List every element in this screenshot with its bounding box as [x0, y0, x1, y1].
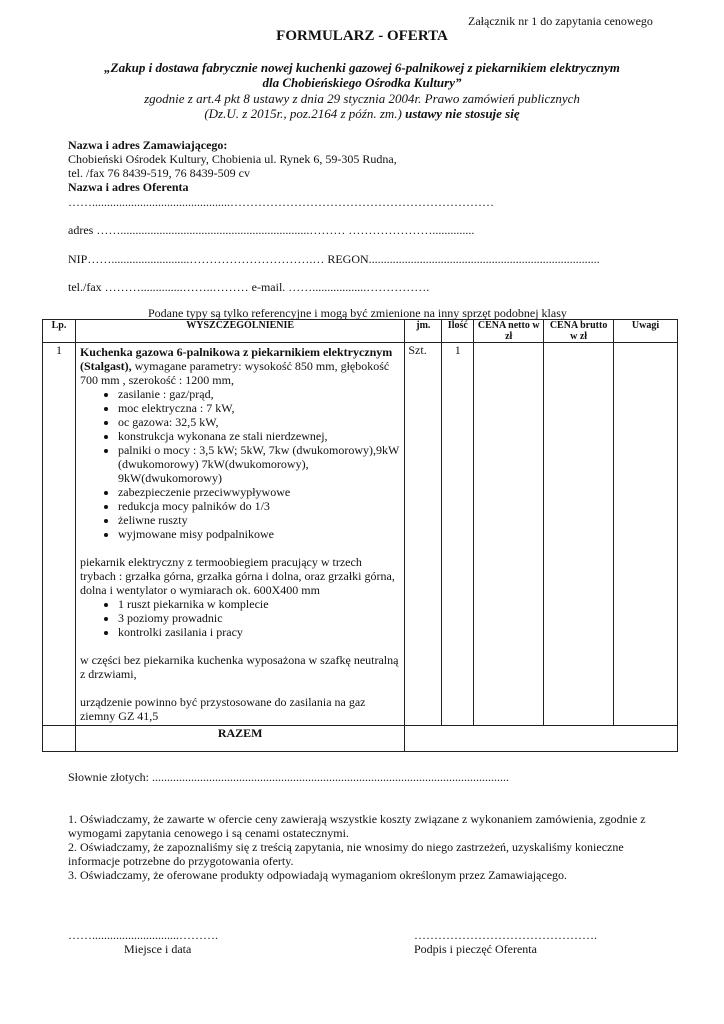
legal-reference: (Dz.U. z 2015r., poz.2164 z późn. zm.) [204, 106, 402, 121]
header-gross-price: CENA brutto w zł [544, 320, 614, 343]
list-item: • kontrolki zasilania i pracy [118, 625, 400, 639]
row-unit: Szt. [405, 343, 442, 726]
subtitle-line-4 [0, 106, 724, 122]
table-row [43, 343, 678, 726]
list-item: • konstrukcja wykonana ze stali nierdzewnej, [118, 429, 400, 443]
item-heading [80, 345, 400, 387]
list-item: • 3 poziomy prowadnic [118, 611, 400, 625]
list-item: • wyjmowane misy podpalnikowe [118, 527, 400, 541]
row-lp: 1 [43, 343, 76, 726]
list-item: • 1 ruszt piekarnika w komplecie [118, 597, 400, 611]
subtitle-line-1: „Zakup i dostawa fabrycznie nowej kuchenki gazowej 6-palnikowej z piekarnikiem elektrycznym [104, 60, 620, 75]
row-net-price-cell[interactable] [474, 343, 544, 726]
total-lp-cell [43, 726, 76, 752]
statement-1: 1. Oświadczamy, że zawarte w ofercie ceny zawierają wszystkie koszty związane z wykonaniem zamówienia, zgodnie z wymogami zapytania cenowego i są cenami ostatecznymi. [68, 812, 646, 840]
offerer-nip-regon-field[interactable]: NIP……..........................………………………….… REGON............................................................................. [68, 252, 600, 266]
buyer-phone: tel. /fax 76 8439-519, 76 8439-509 cv [68, 166, 250, 180]
cabinet-description: w części bez piekarnika kuchenka wyposażona w szafkę neutralną z drzwiami, [79, 653, 399, 681]
oven-spec-list [80, 597, 400, 639]
header-quantity: Ilość [442, 320, 474, 343]
list-item: • moc elektryczna : 7 kW, [118, 401, 400, 415]
statement-2: 2. Oświadczamy, że zapoznaliśmy się z treścią zapytania, nie wnosimy do niego zastrzeżeń, uzyskaliśmy konieczne informacje potrzebne do przygotowania oferty. [68, 840, 624, 868]
row-description [75, 343, 404, 726]
header-lp: Lp. [43, 320, 76, 343]
buyer-address: Chobieński Ośrodek Kultury, Chobienia ul. Rynek 6, 59-305 Rudna, [68, 152, 397, 166]
total-row [43, 726, 678, 752]
offerer-label: Nazwa i adres Oferenta [68, 180, 189, 194]
list-item: • zasilanie : gaz/prąd, [118, 387, 400, 401]
header-unit: jm. [405, 320, 442, 343]
signature-label: Podpis i pieczęć Oferenta [414, 942, 537, 956]
subtitle-line-2: dla Chobieńskiego Ośrodka Kultury” [262, 75, 462, 90]
attachment-note: Załącznik nr 1 do zapytania cenowego [468, 14, 653, 28]
statement-3: 3. Oświadczamy, że oferowane produkty odpowiadają wymaganiom określonym przez Zamawiającego. [68, 868, 568, 882]
header-net-price: CENA netto w zł [474, 320, 544, 343]
total-label: RAZEM [75, 726, 404, 752]
row-notes-cell[interactable] [614, 343, 678, 726]
list-item: • oc gazowa: 32,5 kW, [118, 415, 400, 429]
total-value-cell[interactable] [405, 726, 678, 752]
offerer-name-field[interactable]: ……..............................................………………………………………………………… [68, 195, 494, 209]
signature-field[interactable]: ………………………………………. [414, 928, 597, 942]
legal-exemption: ustawy nie stosuje się [405, 106, 520, 121]
list-item: • żeliwne ruszty [118, 513, 400, 527]
list-item: • zabezpieczenie przeciwwypływowe [118, 485, 400, 499]
item-name: Kuchenka gazowa 6-palnikowa z piekarnikiem elektrycznym (Stalgast), [79, 345, 393, 373]
item-parameters: wymagane parametry: wysokość 850 mm, głębokość 700 mm , szerokość : 1200 mm, [79, 359, 390, 387]
item-spec-list [80, 387, 400, 541]
place-date-field[interactable]: …….............................………. [68, 928, 218, 942]
header-notes: Uwagi [614, 320, 678, 343]
table-header-row [43, 320, 678, 343]
row-quantity: 1 [442, 343, 474, 726]
offerer-address-field[interactable]: adres ……...............................................................……… ………………….............. [68, 223, 475, 237]
buyer-label: Nazwa i adres Zamawiającego: [68, 138, 228, 152]
amount-in-words-field[interactable]: Słownie złotych: ....................................................................................................................... [68, 770, 509, 784]
place-date-label: Miejsce i data [124, 942, 192, 956]
list-item: • redukcja mocy palników do 1/3 [118, 499, 400, 513]
subtitle-line-3: zgodnie z art.4 pkt 8 ustawy z dnia 29 stycznia 2004r. Prawo zamówień publicznych [144, 91, 580, 106]
items-table [42, 319, 678, 752]
header-description: WYSZCZEGÓLNIENIE [75, 320, 404, 343]
list-item: • palniki o mocy : 3,5 kW; 5kW, 7kw (dwukomorowy),9kW (dwukomorowy) 7kW(dwukomorowy), 9kW(dwukomorowy) [118, 443, 400, 485]
reference-note: Podane typy są tylko referencyjne i mogą być zmienione na inny sprzęt podobnej klasy [148, 306, 567, 320]
gas-requirement: urządzenie powinno być przystosowane do zasilania na gaz ziemny GZ 41,5 [79, 695, 366, 723]
offerer-contact-field[interactable]: tel./fax ………..............……..……… e-mail. ……..................……………. [68, 280, 430, 294]
oven-description: piekarnik elektryczny z termoobiegiem pracujący w trzech trybach : grzałka górna, grzałka górna i dolna, oraz grzałki górna, dolna i wentylator o wymiarach ok. 600X400 mm [79, 555, 395, 597]
form-title: FORMULARZ - OFERTA [276, 28, 448, 44]
row-gross-price-cell[interactable] [544, 343, 614, 726]
